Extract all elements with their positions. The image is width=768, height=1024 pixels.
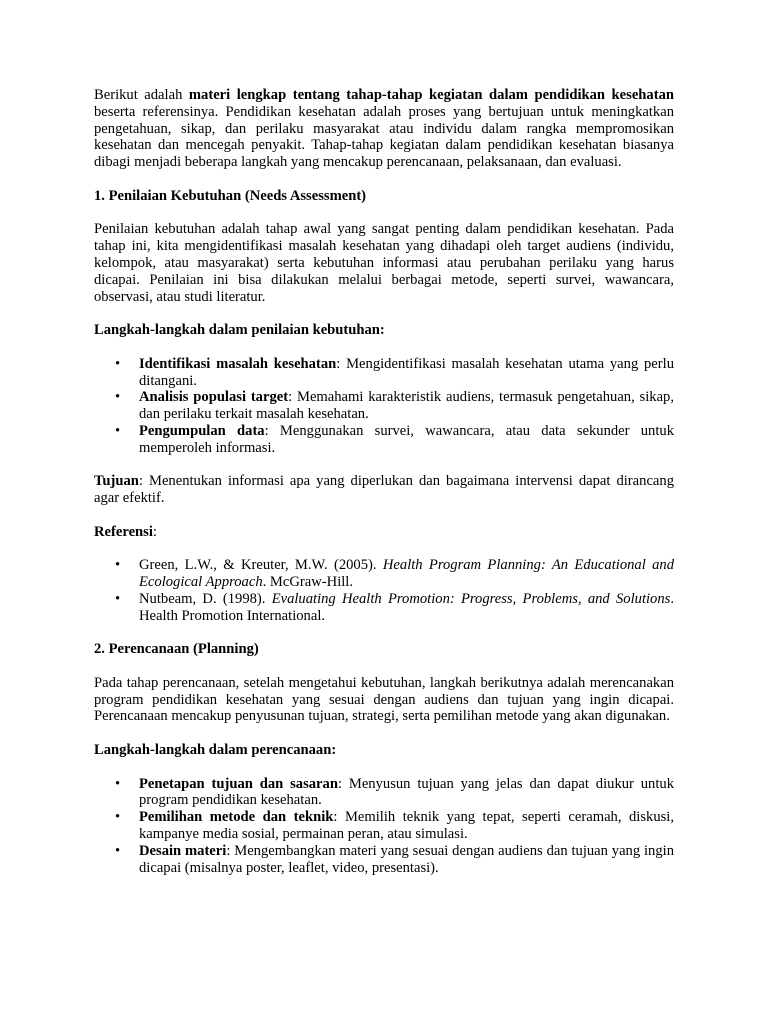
list-item: • Green, L.W., & Kreuter, M.W. (2005). Health Program Planning: An Educational and Ecological Approach. McGraw-Hill.	[139, 557, 674, 591]
section2-paragraph: Pada tahap perencanaan, setelah mengetahui kebutuhan, langkah berikutnya adalah merencanakan program pendidikan kesehatan yang sesuai dengan audiens dan tujuan yang ingin dicapai. Perencanaan mencakup penyusunan tujuan, strategi, serta pemilihan metode yang akan digunakan.	[94, 674, 674, 725]
section1-steps-list	[94, 356, 674, 457]
intro-bold-topic: materi lengkap tentang tahap-tahap kegiatan dalam pendidikan kesehatan	[188, 87, 674, 103]
section1-references-list	[94, 557, 674, 624]
section2-steps-heading: Langkah-langkah dalam perencanaan:	[94, 742, 337, 759]
list-item: • Penetapan tujuan dan sasaran: Menyusun tujuan yang jelas dan dapat diukur untuk program pendidikan kesehatan.	[139, 776, 674, 810]
section2-heading: 2. Perencanaan (Planning)	[94, 641, 259, 658]
list-item: • Analisis populasi target: Memahami karakteristik audiens, termasuk pengetahuan, sikap, dan perilaku terkait masalah kesehatan.	[139, 389, 674, 423]
document-page	[94, 87, 674, 876]
section1-heading: 1. Penilaian Kebutuhan (Needs Assessment)	[94, 187, 367, 204]
section1-goal: Tujuan: Menentukan informasi apa yang diperlukan dan bagaimana intervensi dapat dirancang agar efektif.	[94, 473, 674, 507]
list-item: • Pengumpulan data: Menggunakan survei, wawancara, atau data sekunder untuk memperoleh informasi.	[139, 423, 674, 457]
section1-references-heading: Referensi:	[94, 523, 157, 540]
intro-paragraph: Berikut adalah materi lengkap tentang tahap-tahap kegiatan dalam pendidikan kesehatan beserta referensinya. Pendidikan kesehatan adalah proses yang bertujuan untuk meningkatkan pengetahuan, sikap, dan perilaku masyarakat atau individu dalam rangka mempromosikan kesehatan dan mencegah penyakit. Tahap-tahap kegiatan dalam pendidikan kesehatan biasanya dibagi menjadi beberapa langkah yang mencakup perencanaan, pelaksanaan, dan evaluasi.	[94, 87, 674, 171]
section2-steps-list	[94, 776, 674, 877]
list-item: • Identifikasi masalah kesehatan: Mengidentifikasi masalah kesehatan utama yang perlu ditangani.	[139, 356, 674, 390]
section1-paragraph: Penilaian kebutuhan adalah tahap awal yang sangat penting dalam pendidikan kesehatan. Pada tahap ini, kita mengidentifikasi masalah kesehatan yang dihadapi oleh target audiens (individu, kelompok, atau masyarakat) serta kebutuhan informasi atau perubahan perilaku yang harus dicapai. Penilaian ini bisa dilakukan melalui berbagai metode, seperti survei, wawancara, observasi, atau studi literatur.	[94, 221, 674, 305]
list-item: • Desain materi: Mengembangkan materi yang sesuai dengan audiens dan tujuan yang ingin dicapai (misalnya poster, leaflet, video, presentasi).	[139, 843, 674, 877]
list-item: • Nutbeam, D. (1998). Evaluating Health Promotion: Progress, Problems, and Solutions. Health Promotion International.	[139, 591, 674, 625]
section1-steps-heading: Langkah-langkah dalam penilaian kebutuhan:	[94, 322, 385, 339]
list-item: • Pemilihan metode dan teknik: Memilih teknik yang tepat, seperti ceramah, diskusi, kampanye media sosial, permainan peran, atau simulasi.	[139, 809, 674, 843]
